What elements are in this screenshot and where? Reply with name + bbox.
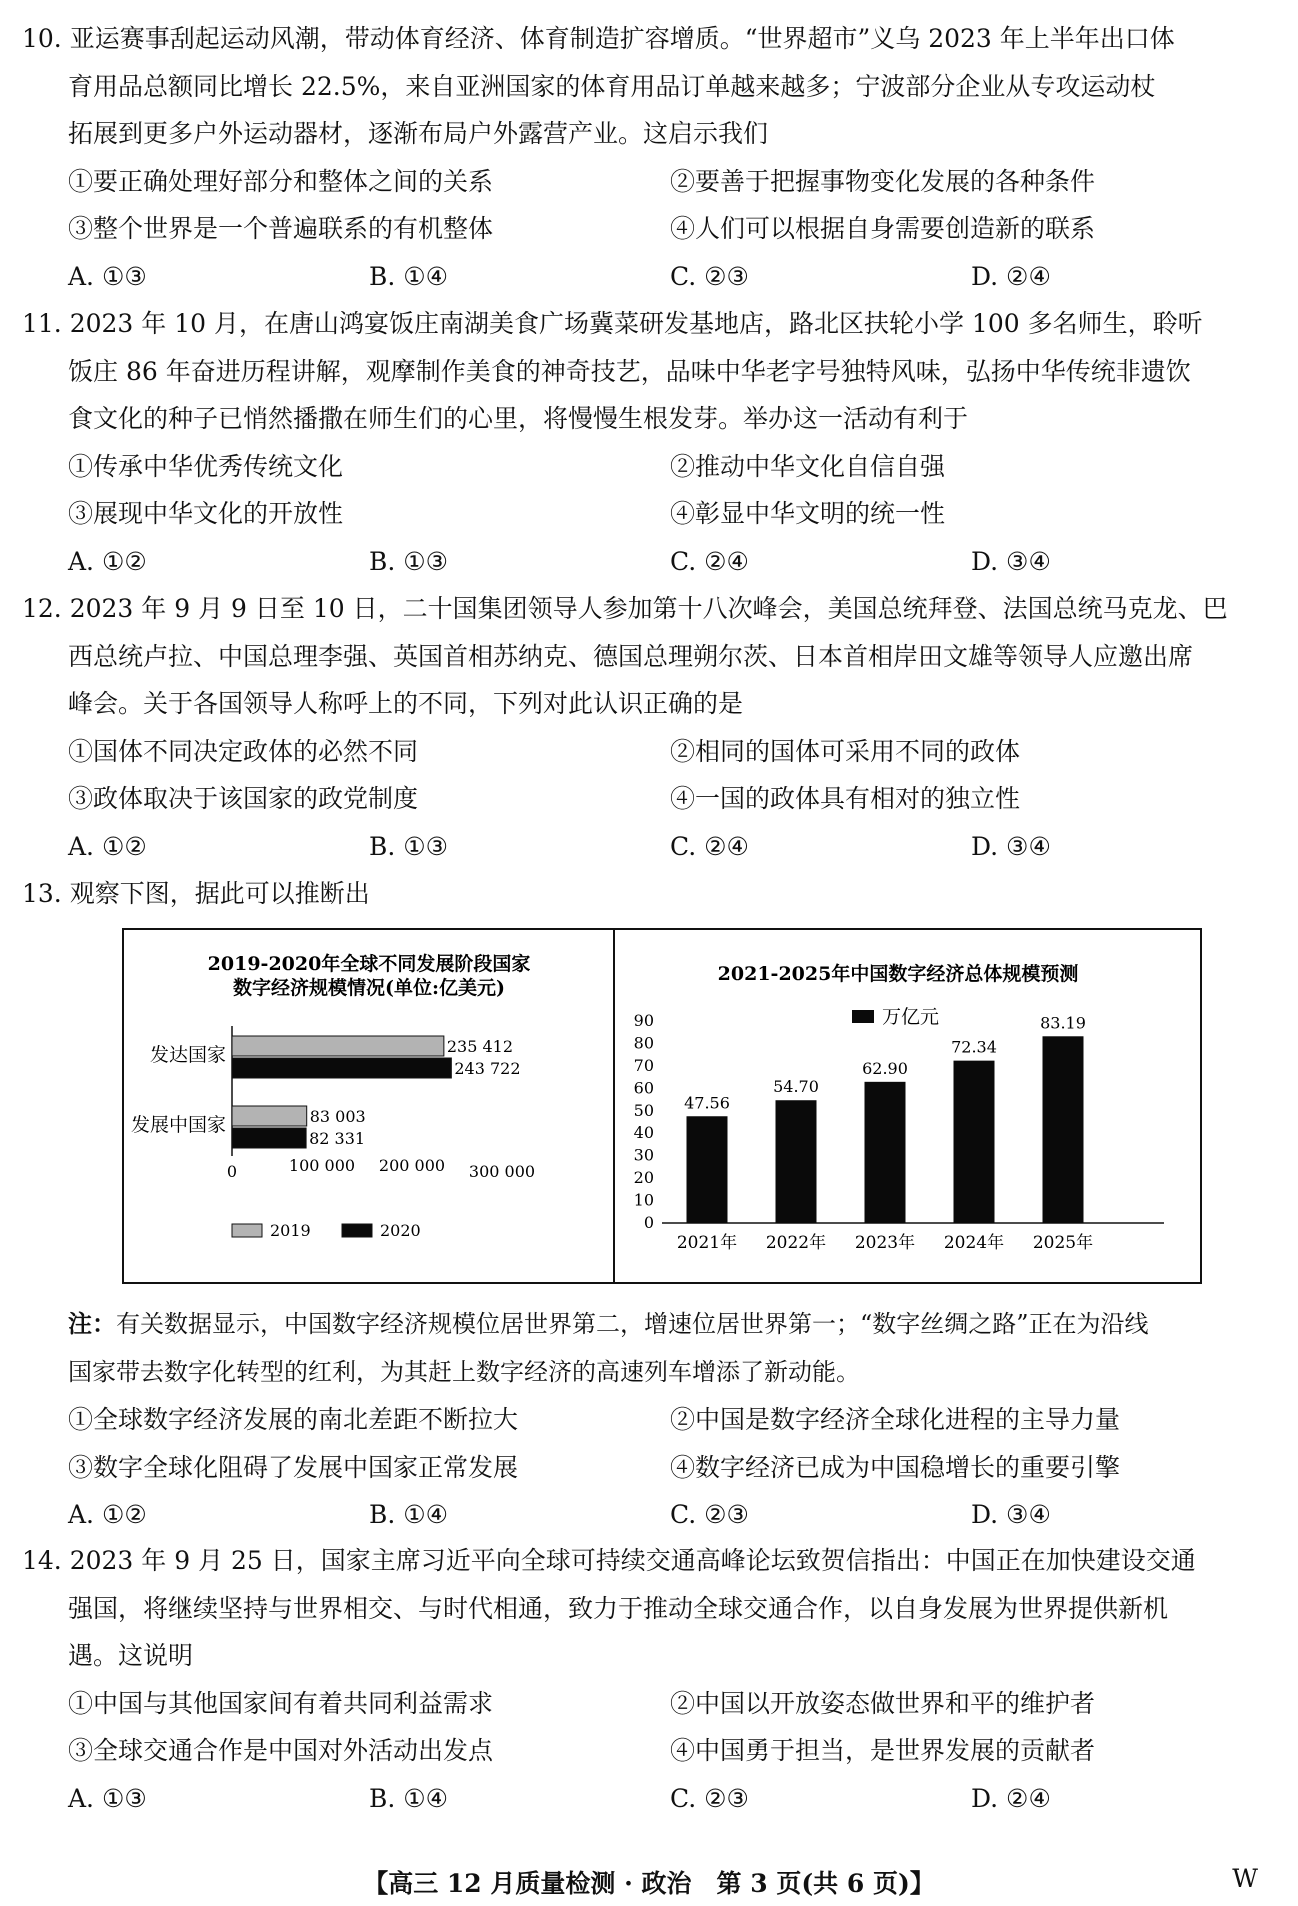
question-13-body [22,1300,1272,1539]
chart2-legend-label: 万亿元 [882,1006,940,1028]
question-13 [22,870,1272,918]
choice-b[interactable]: B. ①③ [369,831,449,861]
choice-d[interactable]: D. ②④ [971,1783,1051,1813]
chart2-x-tick-label: 2025年 [1032,1233,1094,1253]
chart1-legend-swatch [232,1224,262,1237]
question-11-line-1: 11. 2023 年 10 月，在唐山鸿宴饭庄南湖美食广场冀菜研发基地店，路北区扶轮小学 100 多名师生，聆听 [22,309,1203,338]
choice-b[interactable]: B. ①④ [369,1783,449,1813]
chart2-y-tick-label: 80 [633,1033,654,1053]
question-13-choices [22,1491,1272,1539]
chart2-bar [865,1082,906,1223]
note-label: 注： [68,1309,116,1338]
question-12-line-2: 西总统卢拉、中国总理李强、英国首相苏纳克、德国总理朔尔茨、日本首相岸田文雄等领导人应邀出席 [68,641,1194,671]
note-line-1 [22,1300,1272,1349]
choice-c[interactable]: C. ②③ [670,1500,749,1529]
statement-2: ②推动中华文化自信自强 [670,451,946,481]
chart1-title-line-2: 数字经济规模情况(单位:亿美元) [233,977,505,999]
choice-b[interactable]: B. ①③ [369,546,449,576]
chart1-legend-label: 2019 [270,1221,311,1240]
choice-c[interactable]: C. ②③ [670,1783,749,1813]
chart2-x-tick-label: 2023年 [854,1233,916,1253]
chart1-title-line-1: 2019-2020年全球不同发展阶段国家 [207,953,531,975]
chart2-bar [776,1100,817,1223]
chart1-data-label: 235 412 [446,1037,514,1056]
chart1-bar [232,1128,306,1148]
chart1-data-label: 82 331 [309,1129,366,1148]
statement-1: ①全球数字经济发展的南北差距不断拉大 [68,1405,519,1434]
question-12-choices [22,823,1272,871]
question-11-line-2: 饭庄 86 年奋进历程讲解，观摩制作美食的神奇技艺，品味中华老字号独特风味，弘扬中华传统非遗饮 [68,356,1191,386]
question-10-statements-row-1 [22,158,1272,206]
question-10-statements-row-2 [22,205,1272,253]
choice-c[interactable]: C. ②④ [670,831,749,861]
question-14-choices [22,1775,1272,1823]
chart2-y-tick-label: 70 [633,1055,654,1075]
chart1-data-label: 243 722 [454,1059,521,1078]
figure-charts [124,930,1200,1282]
choice-d[interactable]: D. ③④ [971,1500,1051,1529]
chart1-data-label: 83 003 [309,1107,366,1126]
question-10 [22,15,1272,300]
figure-box [122,928,1202,1284]
question-14-statements-row-1 [22,1680,1272,1728]
choice-b[interactable]: B. ①④ [369,261,449,291]
statement-4: ④一国的政体具有相对的独立性 [670,784,1021,813]
choice-c[interactable]: C. ②④ [670,546,749,576]
question-11-statements-row-1 [22,443,1272,491]
statement-4: ④数字经济已成为中国稳增长的重要引擎 [670,1452,1121,1482]
chart2-y-tick-label: 30 [633,1145,654,1165]
statement-3: ③数字全球化阻碍了发展中国家正常发展 [68,1452,519,1482]
question-10-line-2: 育用品总额同比增长 22.5%，来自亚洲国家的体育用品订单越来越多；宁波部分企业从专攻运动杖 [68,71,1156,101]
statement-3: ③展现中华文化的开放性 [68,499,344,528]
chart1-x-tick-label: 200 000 [378,1156,446,1175]
choice-a[interactable]: A. ①② [68,1500,147,1529]
question-11-statements-row-2 [22,490,1272,538]
chart1-legend-swatch [342,1224,372,1237]
chart2-y-tick-label: 40 [633,1123,654,1143]
chart2-y-tick-label: 50 [633,1100,654,1120]
question-13-line-1: 13. 观察下图，据此可以推断出 [22,879,370,908]
chart2-x-tick-label: 2022年 [765,1233,827,1253]
statement-1: ①传承中华优秀传统文化 [68,451,344,481]
choice-a[interactable]: A. ①② [68,546,147,576]
chart2-y-tick-label: 20 [633,1168,654,1188]
chart1-bar [232,1058,451,1078]
question-14-line-2: 强国，将继续坚持与世界相交、与时代相通，致力于推动全球交通合作，以自身发展为世界提供新机 [68,1593,1169,1623]
chart2-x-tick-label: 2021年 [676,1233,738,1253]
question-11-choices [22,538,1272,586]
choice-d[interactable]: D. ②④ [971,261,1051,291]
chart2-title: 2021-2025年中国数字经济总体规模预测 [717,963,1079,985]
choice-a[interactable]: A. ①③ [68,261,147,291]
statement-3: ③整个世界是一个普遍联系的有机整体 [68,214,494,243]
question-12-line-3: 峰会。关于各国领导人称呼上的不同，下列对此认识正确的是 [68,689,744,718]
question-11-line-3: 食文化的种子已悄然播撒在师生们的心里，将慢慢生根发芽。举办这一活动有利于 [68,404,969,433]
chart2-y-tick-label: 0 [643,1213,654,1232]
question-12-statements-row-1 [22,728,1272,776]
statement-1: ①中国与其他国家间有着共同利益需求 [68,1688,494,1718]
chart1-x-tick-label: 300 000 [468,1162,536,1181]
chart2-x-tick-label: 2024年 [943,1233,1005,1253]
chart1-legend-label: 2020 [380,1221,421,1240]
question-12 [22,585,1272,870]
question-14-line-1: 14. 2023 年 9 月 25 日，国家主席习近平向全球可持续交通高峰论坛致贺信指出：中国正在加快建设交通 [22,1546,1196,1575]
choice-c[interactable]: C. ②③ [670,261,749,291]
chart2-bar [1043,1036,1084,1223]
question-12-statements-row-2 [22,775,1272,823]
choice-d[interactable]: D. ③④ [971,546,1051,576]
page-footer: 【高三 12 月质量检测 · 政治 第 3 页(共 6 页)】 [363,1869,935,1898]
statement-2: ②相同的国体可采用不同的政体 [670,736,1021,766]
note-text-1: 有关数据显示，中国数字经济规模位居世界第二，增速位居世界第一；“数字丝绸之路”正在为沿线 [116,1310,1149,1338]
chart2-y-tick-label: 90 [633,1011,654,1030]
choice-a[interactable]: A. ①③ [68,1783,147,1813]
choice-b[interactable]: B. ①④ [369,1500,449,1529]
statement-2: ②中国是数字经济全球化进程的主导力量 [670,1405,1121,1434]
question-14 [22,1537,1272,1822]
question-10-line-1: 10. 亚运赛事刮起运动风潮，带动体育经济、体育制造扩容增质。“世界超市”义乌 2023 年上半年出口体 [22,24,1175,53]
question-11 [22,300,1272,585]
question-14-statements-row-2 [22,1727,1272,1775]
chart2-y-tick-label: 10 [633,1190,654,1210]
statement-3: ③政体取决于该国家的政党制度 [68,784,419,813]
question-10-line-3: 拓展到更多户外运动器材，逐渐布局户外露营产业。这启示我们 [68,119,769,148]
chart2-legend-swatch [852,1010,874,1023]
question-10-choices [22,253,1272,301]
chart1-category-label: 发达国家 [149,1044,226,1066]
chart2-bar [687,1116,728,1223]
chart1-x-tick-label: 100 000 [288,1156,356,1175]
choice-a[interactable]: A. ①② [68,831,147,861]
statement-4: ④人们可以根据自身需要创造新的联系 [670,214,1096,243]
question-13-statements-row-2 [22,1444,1272,1492]
statement-4: ④彰显中华文明的统一性 [670,499,946,528]
chart2-bar [954,1061,995,1223]
statement-1: ①国体不同决定政体的必然不同 [68,736,419,766]
chart1-x-tick-label: 0 [226,1162,238,1181]
chart2-data-label: 47.56 [684,1093,730,1113]
chart2-data-label: 72.34 [951,1037,997,1057]
chart1-bar [232,1106,307,1126]
note-line-2: 国家带去数字化转型的红利，为其赶上数字经济的高速列车增添了新动能。 [68,1357,860,1386]
choice-d[interactable]: D. ③④ [971,831,1051,861]
chart2-data-label: 83.19 [1040,1013,1086,1033]
statement-1: ①要正确处理好部分和整体之间的关系 [68,166,494,196]
question-12-line-1: 12. 2023 年 9 月 9 日至 10 日，二十国集团领导人参加第十八次峰会，美国总统拜登、法国总统马克龙、巴 [22,594,1228,623]
footer-mark: W [1232,1864,1258,1893]
chart2-y-tick-label: 60 [633,1078,654,1098]
chart1-bar [232,1036,444,1056]
question-13-statements-row-1 [22,1396,1272,1444]
statement-2: ②要善于把握事物变化发展的各种条件 [670,166,1096,196]
chart2-data-label: 54.70 [773,1077,819,1097]
statement-2: ②中国以开放姿态做世界和平的维护者 [670,1688,1096,1718]
statement-4: ④中国勇于担当，是世界发展的贡献者 [670,1736,1096,1765]
question-14-line-3: 遇。这说明 [68,1641,194,1670]
chart2-data-label: 62.90 [862,1058,908,1078]
statement-3: ③全球交通合作是中国对外活动出发点 [68,1736,494,1765]
chart1-category-label: 发展中国家 [130,1114,226,1136]
